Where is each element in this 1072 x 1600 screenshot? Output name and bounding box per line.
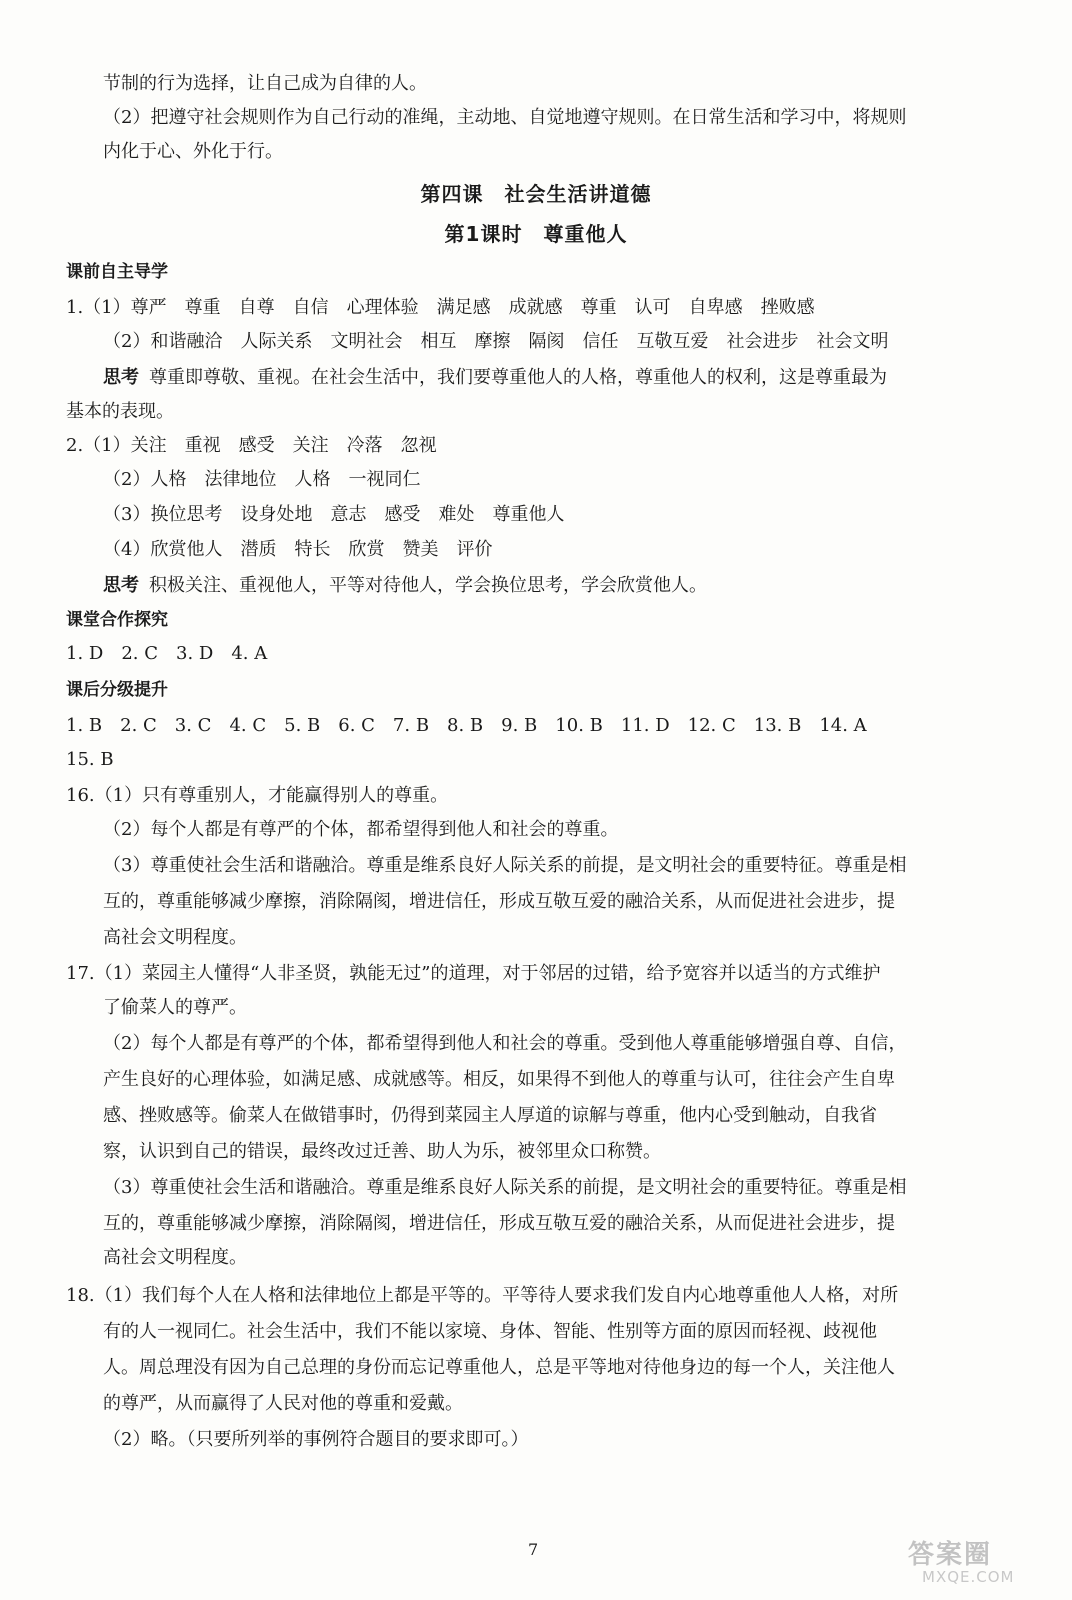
class-period-title: 第1课时 尊重他人 — [444, 222, 628, 246]
answer-line: 17.（1）菜园主人懂得“人非圣贤，孰能无过”的道理，对于邻居的过错，给予宽容并以适当的方式维护 — [66, 963, 881, 984]
answer-line: 产生良好的心理体验，如满足感、成就感等。相反，如果得不到他人的尊重与认可，往往会产生自卑 — [103, 1069, 895, 1090]
answer-line: 高社会文明程度。 — [103, 927, 247, 948]
watermark — [908, 1534, 1058, 1594]
answer-line: 18.（1）我们每个人在人格和法律地位上都是平等的。平等待人要求我们发自内心地尊重他人人格，对所 — [66, 1285, 899, 1306]
answer-line: 互的，尊重能够减少摩擦，消除隔阂，增进信任，形成互敬互爱的融洽关系，从而促进社会进步，提 — [103, 891, 895, 912]
answer-line: 16.（1）只有尊重别人，才能赢得别人的尊重。 — [66, 785, 449, 806]
answer-line: （3）尊重使社会生活和谐融洽。尊重是维系良好人际关系的前提，是文明社会的重要特征。尊重是相 — [103, 855, 907, 876]
watermark-url: MXQE.COM — [922, 1568, 1015, 1586]
answer-line: 了偷菜人的尊严。 — [103, 997, 247, 1018]
think-text: 尊重即尊敬、重视。在社会生活中，我们要尊重他人的人格，尊重他人的权利，这是尊重最为 — [149, 367, 887, 388]
answer-line: 1. B 2. C 3. C 4. C 5. B 6. C 7. B 8. B 9. B 10. B 11. D 12. C 13. B 14. A — [66, 715, 867, 736]
answer-line: 的尊严，从而赢得了人民对他的尊重和爱戴。 — [103, 1393, 463, 1414]
answer-line: 感、挫败感等。偷菜人在做错事时，仍得到菜园主人厚道的谅解与尊重，他内心受到触动，自我省 — [103, 1105, 877, 1126]
answer-line: 15. B — [66, 749, 114, 770]
answer-line: 有的人一视同仁。社会生活中，我们不能以家境、身体、智能、性别等方面的原因而轻视、歧视他 — [103, 1321, 877, 1342]
section-heading-preview: 课前自主导学 — [66, 262, 168, 282]
watermark-logo: 答案圈 — [908, 1540, 993, 1570]
answer-line: （2）略。（只要所列举的事例符合题目的要求即可。） — [103, 1429, 529, 1450]
answer-line: 2.（1）关注 重视 感受 关注 冷落 忽视 — [66, 435, 437, 456]
answer-line: （3）尊重使社会生活和谐融洽。尊重是维系良好人际关系的前提，是文明社会的重要特征。尊重是相 — [103, 1177, 907, 1198]
lesson-title: 第四课 社会生活讲道德 — [420, 182, 652, 206]
answer-line: （2）和谐融洽 人际关系 文明社会 相互 摩擦 隔阂 信任 互敬互爱 社会进步 社会文明 — [103, 331, 889, 352]
answer-line: （2）人格 法律地位 人格 一视同仁 — [103, 469, 421, 490]
think-label: 思考 — [103, 575, 139, 596]
answer-line: 人。周总理没有因为自己总理的身份而忘记尊重他人，总是平等地对待他身边的每一个人，关注他人 — [103, 1357, 895, 1378]
answer-line: 互的，尊重能够减少摩擦，消除隔阂，增进信任，形成互敬互爱的融洽关系，从而促进社会进步，提 — [103, 1213, 895, 1234]
answer-line: 基本的表现。 — [66, 401, 174, 422]
think-line — [103, 366, 887, 390]
answer-line: 1. D 2. C 3. D 4. A — [66, 643, 268, 664]
text-line: （2）把遵守社会规则作为自己行动的准绳，主动地、自觉地遵守规则。在日常生活和学习中，将规则 — [103, 107, 907, 128]
answer-line: （2）每个人都是有尊严的个体，都希望得到他人和社会的尊重。受到他人尊重能够增强自尊、自信， — [103, 1033, 907, 1054]
section-heading-after-class: 课后分级提升 — [66, 680, 168, 700]
think-label: 思考 — [103, 367, 139, 388]
text-line: 节制的行为选择，让自己成为自律的人。 — [103, 73, 427, 94]
section-heading-classroom: 课堂合作探究 — [66, 610, 168, 630]
answer-line: （4）欣赏他人 潜质 特长 欣赏 赞美 评价 — [103, 539, 493, 560]
think-text: 积极关注、重视他人，平等对待他人，学会换位思考，学会欣赏他人。 — [149, 575, 707, 596]
page-number: 7 — [528, 1540, 539, 1559]
answer-line: 察，认识到自己的错误，最终改过迁善、助人为乐，被邻里众口称赞。 — [103, 1141, 661, 1162]
text-line: 内化于心、外化于行。 — [103, 141, 283, 162]
answer-line: （2）每个人都是有尊严的个体，都希望得到他人和社会的尊重。 — [103, 819, 619, 840]
answer-line: （3）换位思考 设身处地 意志 感受 难处 尊重他人 — [103, 504, 565, 525]
answer-line: 高社会文明程度。 — [103, 1247, 247, 1268]
think-line — [103, 574, 707, 598]
answer-line: 1.（1）尊严 尊重 自尊 自信 心理体验 满足感 成就感 尊重 认可 自卑感 挫败感 — [66, 297, 815, 318]
